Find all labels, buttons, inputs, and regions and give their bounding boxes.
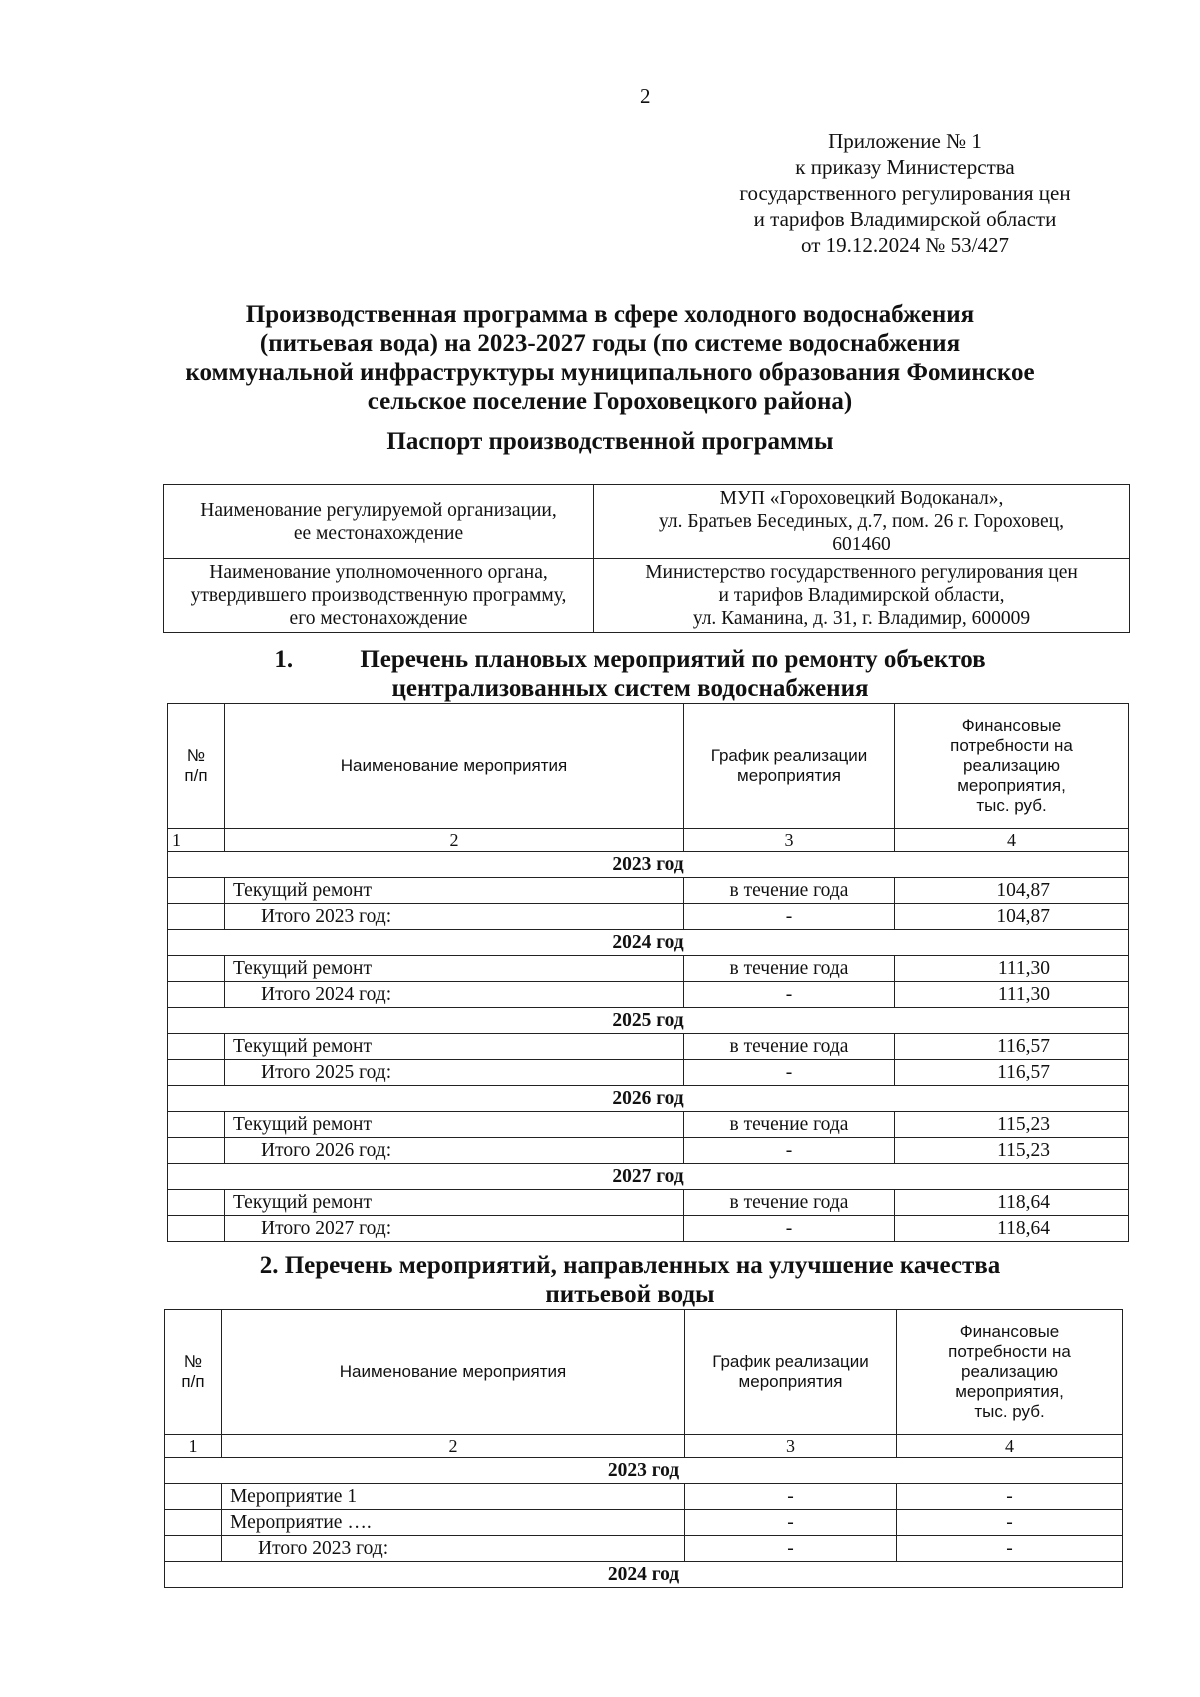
item-schedule: в течение года: [684, 956, 895, 982]
table-row: [168, 956, 1129, 982]
year-label: 2023 год: [168, 852, 1129, 878]
item-amount: -: [897, 1484, 1123, 1510]
passport-value-line: Министерство государственного регулирования цен: [645, 562, 1078, 583]
item-schedule: в течение года: [684, 1190, 895, 1216]
total-schedule: -: [684, 982, 895, 1008]
column-index: 3: [685, 1435, 897, 1458]
section-title-line: централизованных систем водоснабжения: [391, 675, 869, 702]
column-index: 2: [222, 1435, 685, 1458]
passport-label-line: Наименование регулируемой организации,: [200, 499, 557, 521]
passport-table: [163, 484, 1130, 633]
total-schedule: -: [685, 1536, 897, 1562]
passport-value-line: и тарифов Владимирской области,: [718, 585, 1005, 606]
header-finance: Финансовые потребности на реализацию мероприятия, тыс. руб.: [895, 704, 1129, 829]
table-header-row: [168, 704, 1129, 829]
item-name: Текущий ремонт: [225, 956, 684, 982]
item-schedule: -: [685, 1510, 897, 1536]
passport-label: [164, 485, 594, 559]
table-row: [168, 878, 1129, 904]
year-row: [168, 1086, 1129, 1112]
item-amount: 111,30: [895, 956, 1129, 982]
title-line: сельское поселение Гороховецкого района): [367, 388, 853, 415]
item-amount: -: [897, 1510, 1123, 1536]
appendix-line: государственного регулирования цен: [739, 181, 1071, 205]
item-name: Мероприятие 1: [222, 1484, 685, 1510]
passport-label: [164, 559, 594, 633]
item-schedule: -: [685, 1484, 897, 1510]
total-row: [165, 1536, 1123, 1562]
total-amount: 104,87: [895, 904, 1129, 930]
appendix-line: от 19.12.2024 № 53/427: [800, 233, 1010, 257]
year-label: 2024 год: [168, 930, 1129, 956]
total-schedule: -: [684, 1216, 895, 1242]
item-name: Текущий ремонт: [225, 878, 684, 904]
year-row: [165, 1458, 1123, 1484]
title-line: коммунальной инфраструктуры муниципального образования Фоминское: [185, 359, 1035, 386]
passport-value-line: МУП «Гороховецкий Водоканал»,: [719, 488, 1004, 509]
total-amount: -: [897, 1536, 1123, 1562]
passport-value-line: ул. Братьев Бесединых, д.7, пом. 26 г. Гороховец,: [659, 511, 1064, 532]
total-amount: 115,23: [895, 1138, 1129, 1164]
total-schedule: -: [684, 1138, 895, 1164]
appendix-line: и тарифов Владимирской области: [753, 207, 1057, 231]
section-title-line: Перечень мероприятий, направленных на улучшение качества: [284, 1252, 1001, 1279]
repair-plan-table: [167, 703, 1129, 1242]
section-2-heading: [150, 1251, 1110, 1309]
column-index: 4: [895, 829, 1129, 852]
year-label: 2027 год: [168, 1164, 1129, 1190]
total-label: Итого 2025 год:: [225, 1060, 684, 1086]
table-header-row: [165, 1310, 1123, 1435]
item-name: Текущий ремонт: [225, 1034, 684, 1060]
year-label: 2026 год: [168, 1086, 1129, 1112]
passport-value: [594, 485, 1130, 559]
passport-value-line: ул. Каманина, д. 31, г. Владимир, 600009: [692, 608, 1031, 629]
passport-label-line: ее местонахождение: [293, 522, 464, 544]
column-index: 1: [165, 1435, 222, 1458]
total-schedule: -: [684, 1060, 895, 1086]
year-row: [168, 1008, 1129, 1034]
total-amount: 111,30: [895, 982, 1129, 1008]
total-row: [168, 904, 1129, 930]
header-schedule: График реализации мероприятия: [685, 1310, 897, 1435]
water-quality-table: [164, 1309, 1123, 1588]
column-index: 4: [897, 1435, 1123, 1458]
year-label: 2025 год: [168, 1008, 1129, 1034]
item-amount: 104,87: [895, 878, 1129, 904]
page-number: 2: [640, 84, 651, 108]
column-index: 1: [168, 829, 225, 852]
total-row: [168, 982, 1129, 1008]
passport-row: [164, 485, 1130, 559]
year-row: [168, 930, 1129, 956]
total-label: Итого 2023 год:: [225, 904, 684, 930]
appendix-line: Приложение № 1: [828, 129, 982, 153]
total-row: [168, 1060, 1129, 1086]
table-row: [168, 1112, 1129, 1138]
section-number: 1.: [274, 646, 294, 673]
item-schedule: в течение года: [684, 878, 895, 904]
section-title-line: Перечень плановых мероприятий по ремонту объектов: [360, 646, 986, 673]
item-name: Текущий ремонт: [225, 1112, 684, 1138]
table-row: [165, 1484, 1123, 1510]
passport-title: Паспорт производственной программы: [386, 428, 834, 455]
passport-label-line: утвердившего производственную программу,: [190, 585, 567, 606]
header-finance: Финансовые потребности на реализацию мероприятия, тыс. руб.: [897, 1310, 1123, 1435]
total-label: Итого 2024 год:: [225, 982, 684, 1008]
title-line: Производственная программа в сфере холодного водоснабжения: [245, 301, 975, 328]
year-row: [168, 852, 1129, 878]
appendix-line: к приказу Министерства: [795, 155, 1015, 179]
item-schedule: в течение года: [684, 1034, 895, 1060]
header-name: Наименование мероприятия: [222, 1310, 685, 1435]
item-amount: 115,23: [895, 1112, 1129, 1138]
year-row: [165, 1562, 1123, 1588]
table-row: [165, 1510, 1123, 1536]
total-amount: 116,57: [895, 1060, 1129, 1086]
total-label: Итого 2023 год:: [222, 1536, 685, 1562]
item-amount: 118,64: [895, 1190, 1129, 1216]
passport-row: [164, 559, 1130, 633]
year-label: 2023 год: [165, 1458, 1123, 1484]
total-label: Итого 2027 год:: [225, 1216, 684, 1242]
table-row: [168, 1034, 1129, 1060]
year-row: [168, 1164, 1129, 1190]
total-amount: 118,64: [895, 1216, 1129, 1242]
item-name: Текущий ремонт: [225, 1190, 684, 1216]
year-label: 2024 год: [165, 1562, 1123, 1588]
passport-value: [594, 559, 1130, 633]
passport-value-line: 601460: [832, 534, 891, 555]
total-row: [168, 1138, 1129, 1164]
header-num: № п/п: [165, 1310, 222, 1435]
total-label: Итого 2026 год:: [225, 1138, 684, 1164]
item-amount: 116,57: [895, 1034, 1129, 1060]
appendix-note: [705, 128, 1105, 258]
section-title-line: питьевой воды: [545, 1281, 715, 1308]
total-row: [168, 1216, 1129, 1242]
total-schedule: -: [684, 904, 895, 930]
passport-label-line: Наименование уполномоченного органа,: [209, 562, 548, 583]
item-schedule: в течение года: [684, 1112, 895, 1138]
column-index: 2: [225, 829, 684, 852]
document-title: [90, 300, 1130, 416]
title-line: (питьевая вода) на 2023-2027 годы (по системе водоснабжения: [259, 330, 961, 357]
item-name: Мероприятие ….: [222, 1510, 685, 1536]
column-index: 3: [684, 829, 895, 852]
header-num: № п/п: [168, 704, 225, 829]
header-name: Наименование мероприятия: [225, 704, 684, 829]
column-index-row: [168, 829, 1129, 852]
passport-label-line: его местонахождение: [289, 608, 468, 629]
header-schedule: График реализации мероприятия: [684, 704, 895, 829]
table-row: [168, 1190, 1129, 1216]
section-number: 2.: [259, 1252, 279, 1279]
section-1-heading: [150, 645, 1110, 703]
column-index-row: [165, 1435, 1123, 1458]
